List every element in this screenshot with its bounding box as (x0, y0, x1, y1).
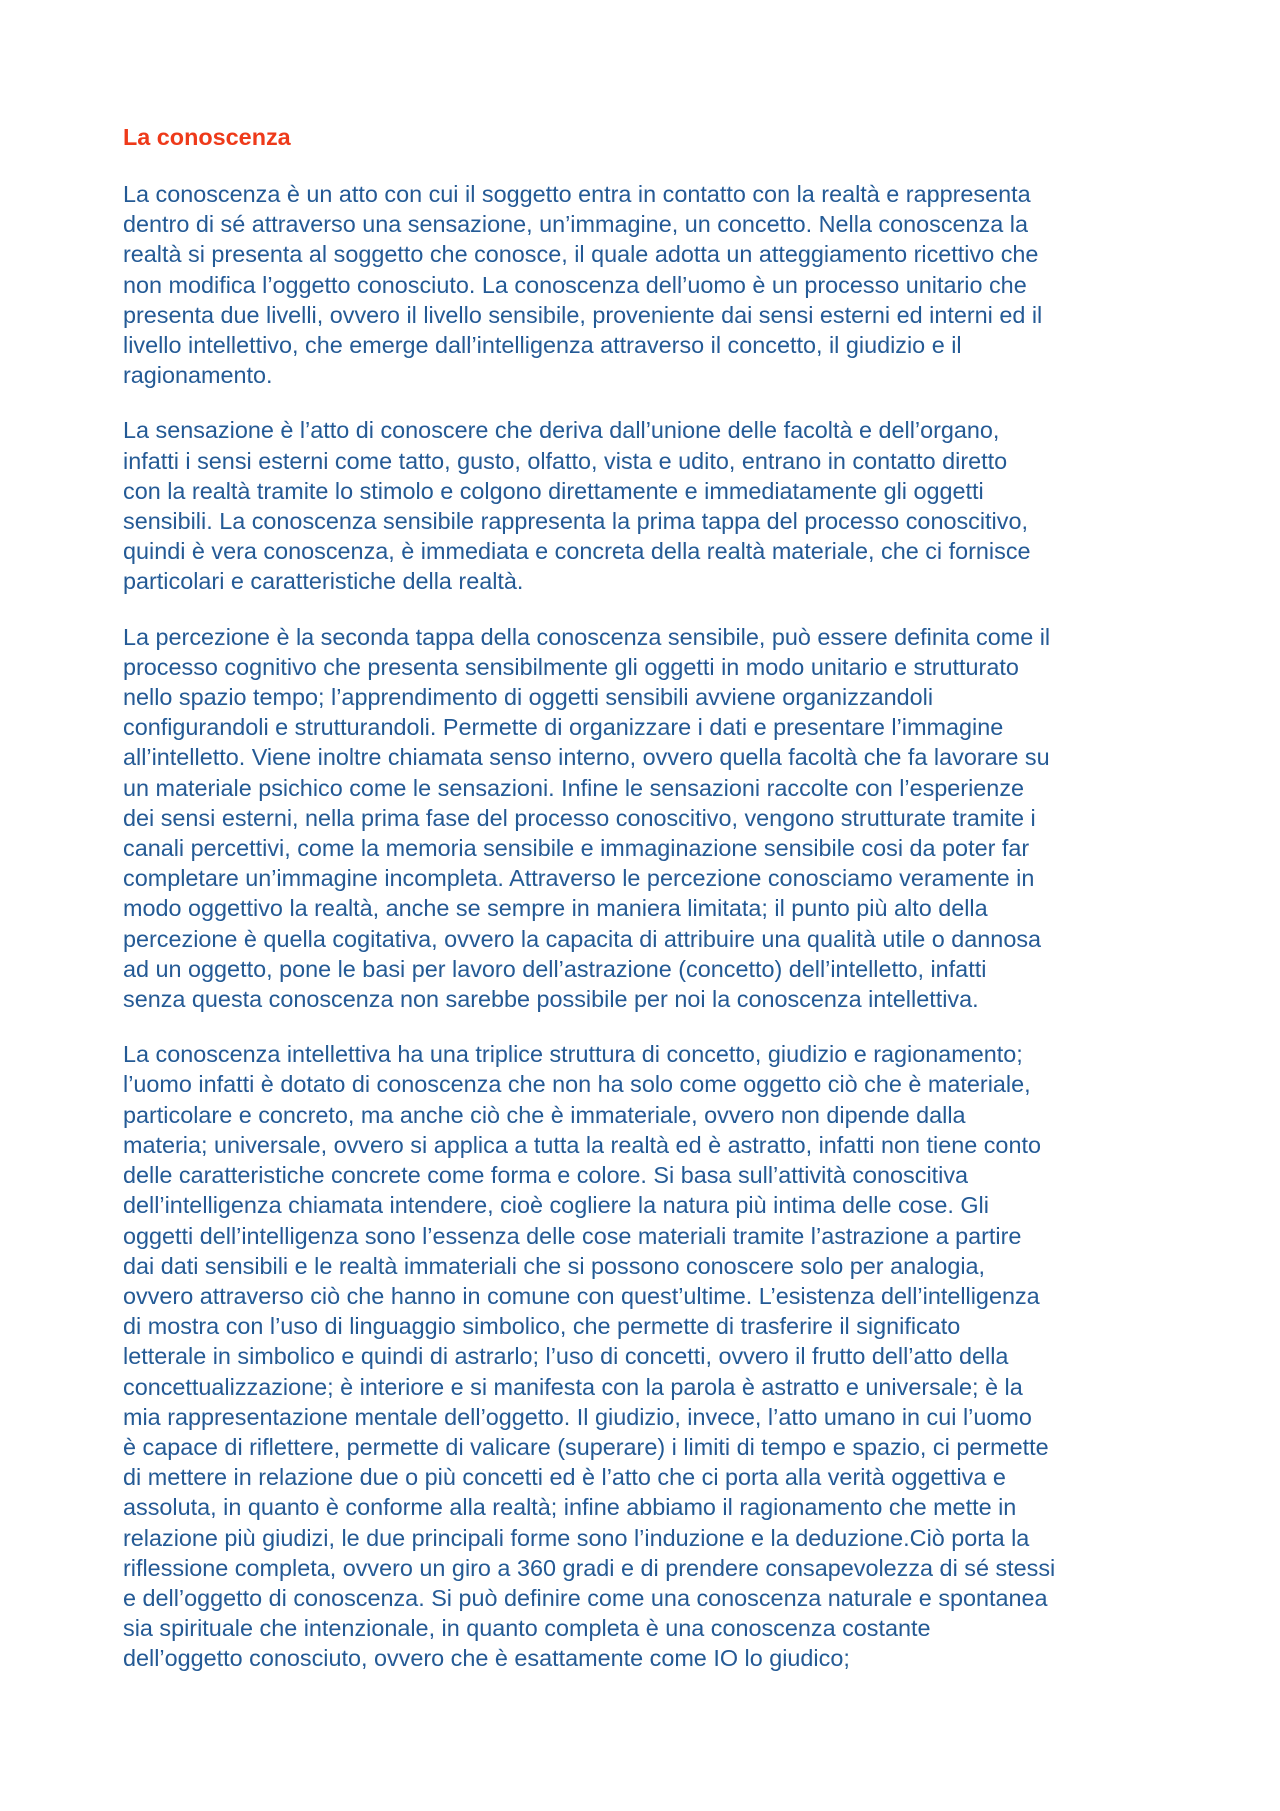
text-line: dell’oggetto conosciuto, ovvero che è esattamente come IO lo giudico; (123, 1645, 850, 1672)
text-line: l’uomo infatti è dotato di conoscenza che non ha solo come oggetto ciò che è materiale, (123, 1071, 1031, 1098)
document-page (123, 122, 1173, 1699)
text-line: di mettere in relazione due o più concetti ed è l’atto che ci porta alla verità oggettiva e (123, 1464, 1006, 1491)
text-line: dei sensi esterni, nella prima fase del processo conoscitivo, vengono strutturate tramite i (123, 804, 1036, 831)
text-line: dai dati sensibili e le realtà immateriali che si possono conoscere solo per analogia, (123, 1252, 986, 1279)
text-line: modo oggettivo la realtà, anche se sempre in maniera limitata; il punto più alto della (123, 895, 988, 922)
text-line: dentro di sé attraverso una sensazione, un’immagine, un concetto. Nella conoscenza la (123, 211, 1028, 238)
body-paragraph (123, 1039, 1173, 1673)
text-line: concettualizzazione; è interiore e si manifesta con la parola è astratto e universale; è la (123, 1373, 1023, 1400)
text-line: un materiale psichico come le sensazioni. Infine le sensazioni raccolte con l’esperienze (123, 774, 1025, 801)
text-line: senza questa conoscenza non sarebbe possibile per noi la conoscenza intellettiva. (123, 986, 979, 1013)
document-title: La conoscenza (123, 124, 291, 150)
text-line: percezione è quella cogitativa, ovvero la capacita di attribuire una qualità utile o dannosa (123, 925, 1042, 952)
text-line: non modifica l’oggetto conosciuto. La conoscenza dell’uomo è un processo unitario che (123, 271, 1027, 298)
text-line: presenta due livelli, ovvero il livello sensibile, proveniente dai sensi esterni ed interni ed il (123, 301, 1043, 328)
text-line: delle caratteristiche concrete come forma e colore. Si basa sull’attività conoscitiva (123, 1162, 969, 1189)
text-line: mia rappresentazione mentale dell’oggetto. Il giudizio, invece, l’atto umano in cui l’uomo (123, 1403, 1032, 1430)
text-line: assoluta, in quanto è conforme alla realtà; infine abbiamo il ragionamento che mette in (123, 1494, 1017, 1521)
text-line: La sensazione è l’atto di conoscere che deriva dall’unione delle facoltà e dell’organo, (123, 417, 1000, 444)
text-line: ad un oggetto, pone le basi per lavoro dell’astrazione (concetto) dell’intelletto, infatti (123, 955, 987, 982)
text-line: letterale in simbolico e quindi di astrarlo; l’uso di concetti, ovvero il frutto dell’atto della (123, 1343, 1009, 1370)
text-line: è capace di riflettere, permette di valicare (superare) i limiti di tempo e spazio, ci permette (123, 1433, 1049, 1460)
text-line: nello spazio tempo; l’apprendimento di oggetti sensibili avviene organizzandoli (123, 684, 934, 711)
body-paragraph (123, 415, 1173, 596)
text-line: relazione più giudizi, le due principali forme sono l’induzione e la deduzione.Ciò porta la (123, 1524, 1030, 1551)
text-line: dell’intelligenza chiamata intendere, cioè cogliere la natura più intima delle cose. Gli (123, 1192, 989, 1219)
text-line: e dell’oggetto di conoscenza. Si può definire come una conoscenza naturale e spontanea (123, 1584, 1048, 1611)
text-line: particolare e concreto, ma anche ciò che è immateriale, ovvero non dipende dalla (123, 1101, 966, 1128)
text-line: ovvero attraverso ciò che hanno in comune con quest’ultime. L’esistenza dell’intelligenza (123, 1282, 1040, 1309)
text-line: oggetti dell’intelligenza sono l’essenza delle cose materiali tramite l’astrazione a partire (123, 1222, 1022, 1249)
text-line: La conoscenza è un atto con cui il soggetto entra in contatto con la realtà e rappresenta (123, 181, 1031, 207)
text-line: con la realtà tramite lo stimolo e colgono direttamente e immediatamente gli oggetti (123, 477, 984, 504)
text-line: canali percettivi, come la memoria sensibile e immaginazione sensibile cosi da poter far (123, 835, 1030, 862)
text-line: realtà si presenta al soggetto che conosce, il quale adotta un atteggiamento ricettivo che (123, 241, 1039, 268)
body-paragraph (123, 622, 1173, 1015)
document-body (123, 179, 1173, 1674)
text-line: processo cognitivo che presenta sensibilmente gli oggetti in modo unitario e strutturato (123, 653, 1019, 680)
text-line: livello intellettivo, che emerge dall’intelligenza attraverso il concetto, il giudizio e il (123, 332, 962, 359)
body-paragraph (123, 179, 1173, 390)
text-line: La conoscenza intellettiva ha una triplice struttura di concetto, giudizio e ragionamento; (123, 1041, 1023, 1068)
text-line: materia; universale, ovvero si applica a tutta la realtà ed è astratto, infatti non tiene conto (123, 1131, 1041, 1158)
text-line: riflessione completa, ovvero un giro a 360 gradi e di prendere consapevolezza di sé stessi (123, 1554, 1056, 1581)
text-line: sia spirituale che intenzionale, in quanto completa è una conoscenza costante (123, 1615, 931, 1642)
text-line: particolari e caratteristiche della realtà. (123, 568, 524, 595)
text-line: di mostra con l’uso di linguaggio simbolico, che permette di trasferire il significato (123, 1313, 961, 1340)
text-line: configurandoli e strutturandoli. Permette di organizzare i dati e presentare l’immagine (123, 714, 1004, 741)
text-line: ragionamento. (123, 362, 273, 389)
text-line: sensibili. La conoscenza sensibile rappresenta la prima tappa del processo conoscitivo, (123, 508, 1028, 535)
text-line: infatti i sensi esterni come tatto, gusto, olfatto, vista e udito, entrano in contatto diretto (123, 447, 1008, 474)
text-line: La percezione è la seconda tappa della conoscenza sensibile, può essere definita come il (123, 623, 1051, 650)
text-line: completare un’immagine incompleta. Attraverso le percezione conosciamo veramente in (123, 865, 1035, 892)
text-line: quindi è vera conoscenza, è immediata e concreta della realtà materiale, che ci fornisce (123, 538, 1031, 565)
text-line: all’intelletto. Viene inoltre chiamata senso interno, ovvero quella facoltà che fa lavorare su (123, 744, 1050, 771)
